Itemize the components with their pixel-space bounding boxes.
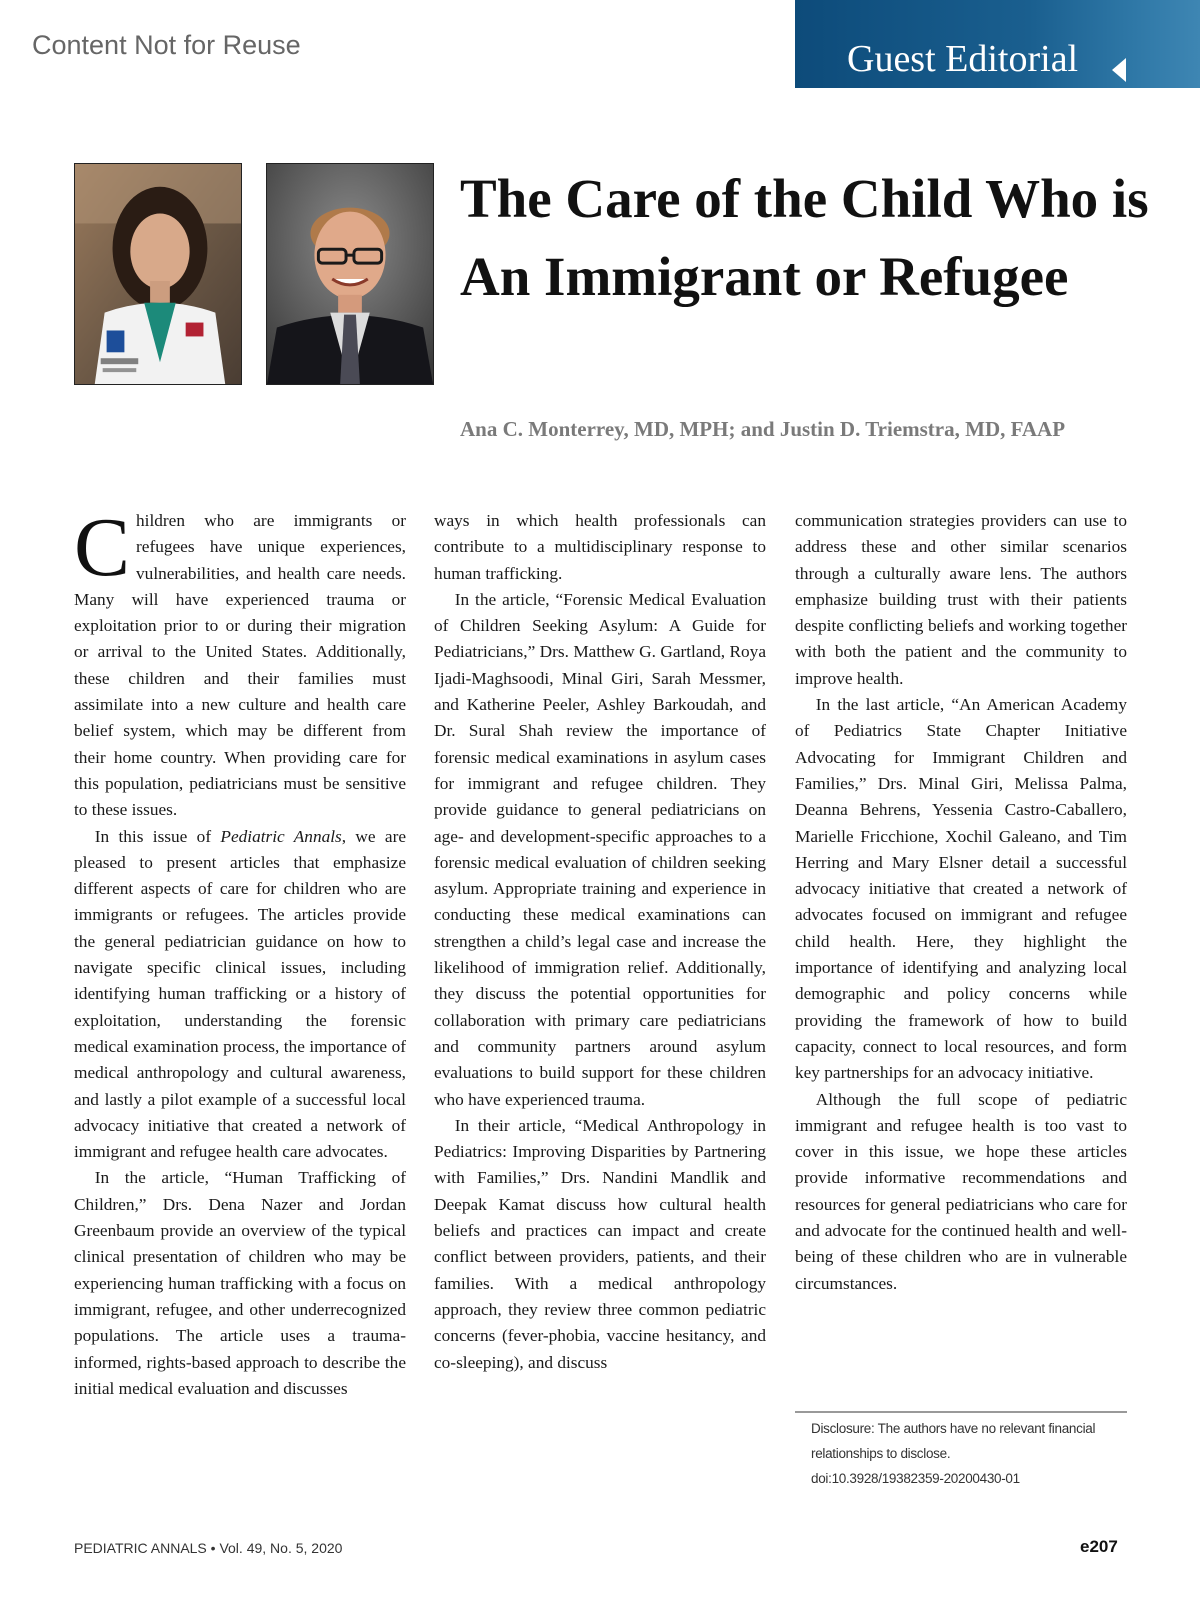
intro-text: hildren who are immigrants or refugees have unique experiences, vulnerabilities, and health care needs. Many will have experienced trauma or exploitation prior to or during their migration or arrival to the United States. Additionally, these children and their families must assimilate into a new culture and health care belief system, which may be different from their home country. When providing care for this population, pediatricians must be sensitive to these issues.	[74, 511, 406, 820]
female-author-portrait-icon	[75, 164, 241, 384]
paragraph-trafficking: In the article, “Human Trafficking of Children,” Drs. Dena Nazer and Jordan Greenbaum provide an overview of the typical clinical presentation of children who may be experiencing human trafficking with a focus on immigrant, refugee, and other underrecognized populations. The article uses a trauma-informed, rights-based approach to describe the initial medical evaluation and discusses	[74, 1168, 406, 1398]
journal-name: Pediatric Annals	[220, 826, 342, 846]
paragraph-anthropology: In their article, “Medical Anthropology in Pediatrics: Improving Disparities by Partnering with Families,” Drs. Nandini Mandlik and Deepak Kamat discuss how cultural health beliefs and practices can impact and create conflict between providers, patients, and their families. With a medical anthropology approach, they review three common pediatric concerns (fever-phobia, vaccine hesitancy, and co-sleeping), and discuss	[434, 1115, 766, 1372]
page-number: e207	[1080, 1537, 1118, 1556]
paragraph-issue-overview	[74, 824, 406, 1166]
text-segment: In this issue of	[94, 826, 221, 846]
author-photo-triemstra	[266, 163, 434, 385]
paragraph-forensic: In the article, “Forensic Medical Evaluation of Children Seeking Asylum: A Guide for Pediatricians,” Drs. Matthew G. Gartland, Roya Ijadi-Maghsoodi, Minal Giri, Sarah Messmer, and Katherine Peeler, Ashley Barkoudah, and Dr. Sural Shah review the importance of forensic medical examinations in asylum cases for immigrant and refugee children. They provide guidance to general pediatricians on age- and development-specific approaches to a forensic medical evaluation of children seeking asylum. Appropriate training and experience in conducting these medical examinations can strengthen a child’s legal case and increase the likelihood of immigration relief. Additionally, they discuss the potential opportunities for collaboration with primary care pediatricians and community partners around asylum evaluations to build support for these children who have experienced trauma.	[434, 589, 766, 1109]
paragraph-intro	[74, 501, 406, 824]
disclosure-text: Disclosure: The authors have no relevant financial relationships to disclose.	[811, 1421, 1096, 1461]
author-byline: Ana C. Monterrey, MD, MPH; and Justin D. Triemstra, MD, FAAP	[460, 417, 1066, 441]
body-column-2	[434, 508, 766, 1376]
paragraph-advocacy: In the last article, “An American Academy of Pediatrics State Chapter Initiative Advocating for Immigrant Children and Families,” Drs. Minal Giri, Melissa Palma, Deanna Behrens, Yessenia Castro-Caballero, Marielle Fricchione, Xochil Galeano, and Tim Herring and Mary Elsner detail a successful advocacy initiative that created a network of advocates focused on immigrant and refugee child health. Here, they highlight the importance of identifying and analyzing local demographic and policy concerns while providing the framework of how to build capacity, connect to local resources, and form key partnerships for an advocacy initiative.	[795, 695, 1127, 1083]
footer-journal-info: PEDIATRIC ANNALS • Vol. 49, No. 5, 2020	[74, 1540, 343, 1556]
drop-cap: C	[74, 501, 131, 594]
section-label: Guest Editorial	[847, 38, 1079, 80]
banner-accent	[1130, 0, 1200, 88]
disclosure-divider	[795, 1411, 1127, 1413]
body-column-3	[795, 508, 1127, 1297]
body-column-1	[74, 501, 406, 1402]
male-author-portrait-icon	[267, 164, 433, 384]
watermark: Content Not for Reuse	[32, 30, 301, 60]
author-photo-monterrey	[74, 163, 242, 385]
banner-arrow-icon	[1112, 58, 1126, 82]
paragraph-trafficking-cont: ways in which health professionals can contribute to a multidisciplinary response to human trafficking.	[434, 511, 766, 583]
section-banner	[795, 0, 1130, 88]
paragraph-anthropology-cont: communication strategies providers can use to address these and other similar scenarios through a culturally aware lens. The authors emphasize building trust with their patients despite conflicting beliefs and working together with both the patient and the community to improve health.	[795, 511, 1127, 688]
doi-text: doi:10.3928/19382359-20200430-01	[811, 1471, 1020, 1486]
disclosure-block	[795, 1416, 1127, 1491]
paragraph-conclusion: Although the full scope of pediatric immigrant and refugee health is too vast to cover in this issue, we hope these articles provide informative recommendations and resources for general pediatricians who care for and advocate for the continued health and well-being of these children who are in vulnerable circumstances.	[795, 1089, 1127, 1293]
article-title: The Care of the Child Who is An Immigrant or Refugee	[460, 168, 1149, 307]
text-segment: , we are pleased to present articles that emphasize different aspects of care for children who are immigrants or refugees. The articles provide the general pediatrician guidance on how to navigate specific clinical issues, including identifying human trafficking or a history of exploitation, understanding the forensic medical examination process, the importance of medical anthropology and cultural awareness, and lastly a pilot example of a successful local advocacy initiative that created a network of immigrant and refugee health care advocates.	[74, 826, 406, 1162]
